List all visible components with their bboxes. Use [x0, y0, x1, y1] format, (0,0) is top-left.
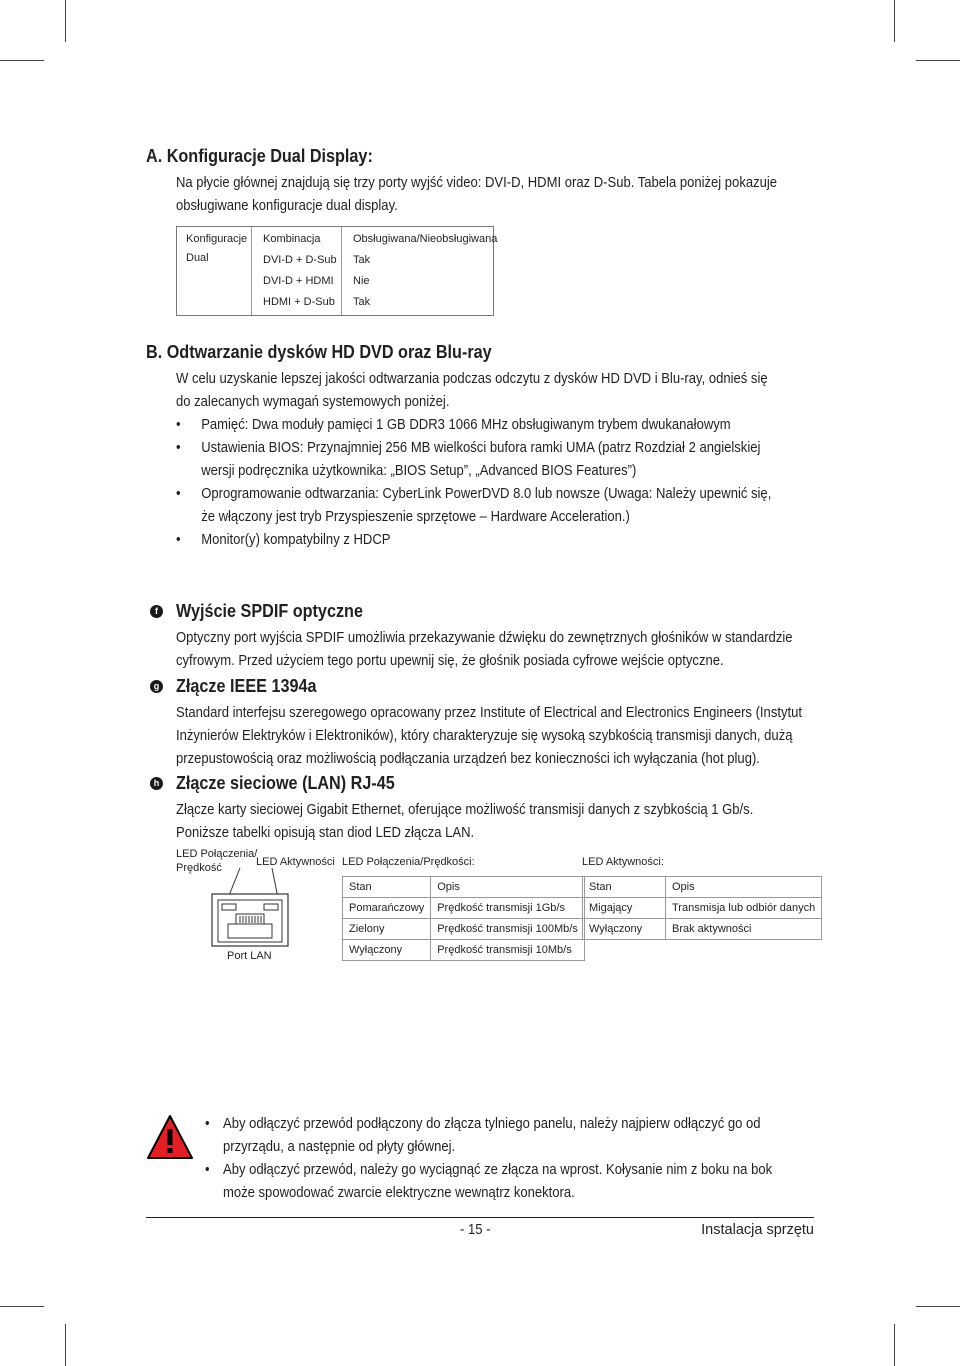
led-activity-table	[582, 876, 822, 940]
spdif-description	[176, 627, 793, 673]
table-header-kombinacja: Kombinacja	[263, 233, 321, 245]
list-item	[176, 437, 771, 483]
section-a-intro-line-1: Na płycie głównej znajdują się trzy porty wyjść video: DVI-D, HDMI oraz D-Sub. Tabela poniżej pokazuje	[176, 175, 778, 191]
section-a-intro	[176, 172, 777, 218]
ieee-title: Złącze IEEE 1394a	[176, 676, 317, 696]
led-link-table	[342, 876, 585, 961]
section-b-title: B. Odtwarzanie dysków HD DVD oraz Blu-ray	[146, 342, 492, 362]
list-item-line: • Aby odłączyć przewód podłączony do złącza tylniego panelu, należy najpierw odłączyć go od	[223, 1116, 761, 1132]
ieee-line-3: przepustowością oraz możliwością podłączania urządzeń bez konieczności ich wyłączania (hot plug).	[176, 751, 760, 767]
table-divider	[341, 227, 342, 315]
list-item-line: • Aby odłączyć przewód, należy go wyciągnąć ze złącza na wprost. Kołysanie nim z boku na bok	[223, 1162, 773, 1178]
table-cell: Prędkość transmisji 10Mb/s	[437, 944, 572, 956]
section-b-intro	[176, 368, 768, 414]
marker-h-icon: h	[150, 777, 163, 790]
list-item-line: może spowodować zwarcie elektryczne wewnątrz konektora.	[223, 1185, 575, 1201]
list-item-line: • Oprogramowanie odtwarzania: CyberLink PowerDVD 8.0 lub nowsze (Uwaga: Należy upewnić się,	[201, 486, 772, 502]
table-header-opis: Opis	[437, 881, 460, 893]
list-item	[176, 529, 771, 552]
table-header-opis: Opis	[672, 881, 695, 893]
list-item-line: • Pamięć: Dwa moduły pamięci 1 GB DDR3 1066 MHz obsługiwanym trybem dwukanałowym	[201, 417, 731, 433]
table-header-stan: Stan	[583, 877, 666, 898]
list-item-line: przyrządu, a następnie od płyty głównej.	[223, 1139, 456, 1155]
spdif-line-1: Optyczny port wyjścia SPDIF umożliwia przekazywanie dźwięku do zewnętrznych głośników w standardzie	[176, 630, 793, 646]
table-cell: Brak aktywności	[672, 923, 752, 935]
table-cell: HDMI + D-Sub	[263, 296, 335, 308]
table-cell: Pomarańczowy	[343, 898, 431, 919]
table-cell: Zielony	[343, 919, 431, 940]
page-number: - 15 -	[460, 1222, 491, 1238]
lan-port-diagram	[200, 868, 300, 948]
table-label-dual: Dual	[186, 252, 209, 264]
table-cell: Prędkość transmisji 1Gb/s	[437, 902, 565, 914]
list-item-line: • Monitor(y) kompatybilny z HDCP	[201, 532, 391, 548]
marker-g-icon: g	[150, 680, 163, 693]
table-cell: Wyłączony	[583, 919, 666, 940]
table-cell: Migający	[583, 898, 666, 919]
table-row	[343, 940, 585, 961]
spdif-title: Wyjście SPDIF optyczne	[176, 601, 363, 621]
marker-f-icon: f	[150, 605, 163, 618]
list-item	[176, 483, 771, 529]
lan-line-2: Poniższe tabelki opisują stan diod LED złącza LAN.	[176, 825, 475, 841]
warning-triangle-icon	[146, 1114, 194, 1160]
list-item	[205, 1159, 772, 1205]
table-row	[583, 919, 822, 940]
list-item	[176, 414, 771, 437]
ieee-description	[176, 702, 802, 771]
list-item-line: wersji podręcznika użytkownika: „BIOS Setup”, „Advanced BIOS Features”)	[201, 463, 637, 479]
table-header-obslugiwana: Obsługiwana/Nieobsługiwana	[353, 233, 498, 245]
table-cell: Prędkość transmisji 100Mb/s	[437, 923, 578, 935]
led-link-label-line-2: Prędkość	[176, 862, 222, 874]
table-cell: DVI-D + HDMI	[263, 275, 334, 287]
footer-rule	[146, 1217, 814, 1218]
table-cell: DVI-D + D-Sub	[263, 254, 337, 266]
section-b-requirements	[176, 414, 771, 552]
table-row	[343, 898, 585, 919]
list-item	[205, 1113, 772, 1159]
list-item-line: że włączony jest tryb Przyspieszenie sprzętowe – Hardware Acceleration.)	[201, 509, 630, 525]
table-header-stan: Stan	[343, 877, 431, 898]
led-link-table-caption: LED Połączenia/Prędkości:	[342, 856, 475, 868]
spdif-line-2: cyfrowym. Przed użyciem tego portu upewnij się, że głośnik posiada cyfrowe wejście optyczne.	[176, 653, 724, 669]
ieee-line-2: Inżynierów Elektryków i Elektroników), który charakteryzuje się wysoką szybkością transmisji danych, dużą	[176, 728, 793, 744]
lan-line-1: Złącze karty sieciowej Gigabit Ethernet, oferujące możliwość transmisji danych z szybkością 1 Gb/s.	[176, 802, 754, 818]
section-b-intro-line-1: W celu uzyskanie lepszej jakości odtwarzania podczas odczytu z dysków HD DVD i Blu-ray, odnieś się	[176, 371, 768, 387]
lan-description	[176, 799, 753, 845]
led-activity-table-caption: LED Aktywności:	[582, 856, 664, 868]
table-divider	[251, 227, 252, 315]
section-a-intro-line-2: obsługiwane konfiguracje dual display.	[176, 198, 398, 214]
table-label-konfiguracje: Konfiguracje	[186, 233, 248, 245]
table-cell: Tak	[353, 254, 371, 266]
section-b-intro-line-2: do zalecanych wymagań systemowych poniżej.	[176, 394, 450, 410]
led-link-label-line-1: LED Połączenia/	[176, 848, 258, 860]
table-cell: Tak	[353, 296, 371, 308]
warning-notes	[205, 1113, 772, 1205]
chapter-title: Instalacja sprzętu	[701, 1222, 814, 1238]
table-row	[583, 898, 822, 919]
lan-port-label: Port LAN	[227, 950, 272, 962]
list-item-line: • Ustawienia BIOS: Przynajmniej 256 MB wielkości bufora ramki UMA (patrz Rozdział 2 angielskiej	[201, 440, 761, 456]
led-activity-label: LED Aktywności	[256, 856, 335, 868]
ieee-line-1: Standard interfejsu szeregowego opracowany przez Institute of Electrical and Electronics Engineers (Instytut	[176, 705, 803, 721]
table-cell: Nie	[353, 275, 370, 287]
table-row	[343, 919, 585, 940]
dual-display-table	[176, 226, 498, 316]
lan-title: Złącze sieciowe (LAN) RJ-45	[176, 773, 395, 793]
section-a-title: A. Konfiguracje Dual Display:	[146, 146, 373, 166]
table-cell: Wyłączony	[343, 940, 431, 961]
table-cell: Transmisja lub odbiór danych	[672, 902, 816, 914]
